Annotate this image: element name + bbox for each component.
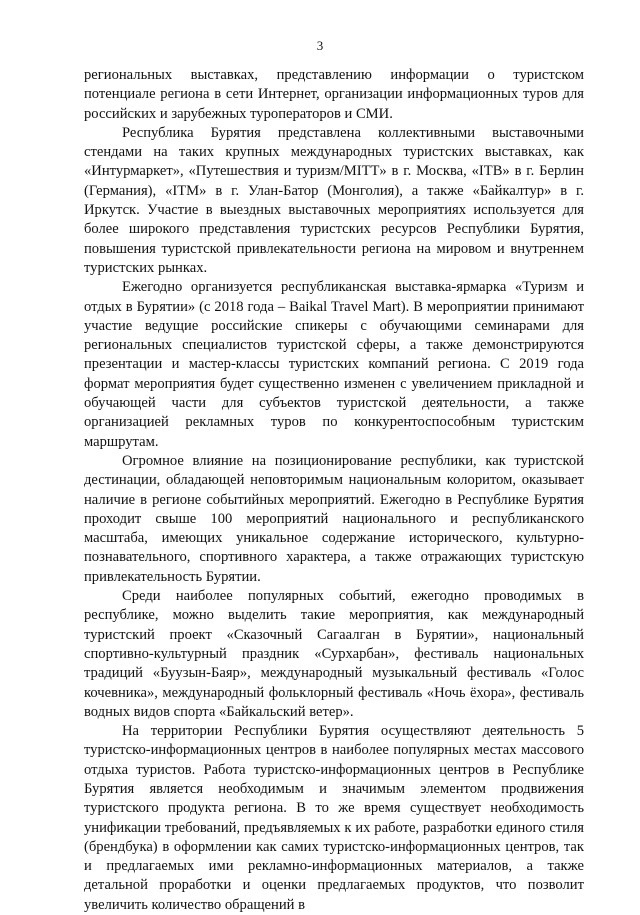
paragraph-2: Республика Бурятия представлена коллективными выставочными стендами на таких крупных международных туристских выставках, как «Интурмаркет», «Путешествия и туризм/MITT» в г. Москва, «ITB» в г. Берлин (Германия), «ITM» в г. Улан-Батор (Монголия), а также «Байкалтур» в г. Иркутск. Участие в выездных выставочных мероприятиях используется для более широкого представления туристских ресурсов Республики Бурятия, повышения туристской привлекательности региона на мировом и внутреннем туристских рынках. <box>84 124 584 276</box>
paragraph-3: Ежегодно организуется республиканская выставка-ярмарка «Туризм и отдых в Бурятии» (с 2018 года – Baikal Travel Mart). В мероприятии принимают участие ведущие российские спикеры с обучающими семинарами для региональных специалистов туристской сферы, а также демонстрируются презентации и мастер-классы туристских компаний региона. С 2019 года формат мероприятия будет существенно изменен с увеличением прикладной и обучающей части для субъектов туристской деятельности, а также организацией рекламных туров по конкурентоспособным туристским маршрутам. <box>84 279 584 450</box>
page-number: 3 <box>316 38 324 53</box>
paragraph-5: Среди наиболее популярных событий, ежегодно проводимых в республике, можно выделить такие мероприятия, как международный туристский проект «Сказочный Сагаалган в Бурятии», национальный спортивно-культурный праздник «Сурхарбан», фестиваль национальных традиций «Буузын-Баяр», международный музыкальный фестиваль «Голос кочевника», международный фольклорный фестиваль «Ночь ёхора», фестиваль водных видов спорта «Байкальский ветер». <box>84 588 584 720</box>
paragraph-4: Огромное влияние на позиционирование республики, как туристской дестинации, обладающей неповторимым национальным колоритом, оказывает наличие в регионе событийных мероприятий. Ежегодно в Республике Бурятия проходит свыше 100 мероприятий национального и республиканского масштаба, имеющих уникальное содержание исторического, культурно-познавательного, спортивного характера, а также отражающих туристскую привлекательность Бурятии. <box>84 452 584 585</box>
document-body <box>84 66 584 915</box>
paragraph-1: региональных выставках, представлению информации о туристском потенциале региона в сети Интернет, организации информационных туров для российских и зарубежных туроператоров и СМИ. <box>84 67 584 122</box>
paragraph-6: На территории Республики Бурятия осуществляют деятельность 5 туристско-информационных центров в наиболее популярных местах массового отдыха туристов. Работа туристско-информационных центров в Республике Бурятия является необходимым и значимым элементом продвижения туристского продукта региона. В то же время существует необходимость унификации требований, предъявляемых к их работе, разработки единого стиля (брендбука) в оформлении как самих туристско-информационных центров, так и предлагаемых ими рекламно-информационных материалов, а также детальной проработки и оценки предлагаемых продуктов, что позволит увеличить количество обращений в <box>84 723 584 913</box>
